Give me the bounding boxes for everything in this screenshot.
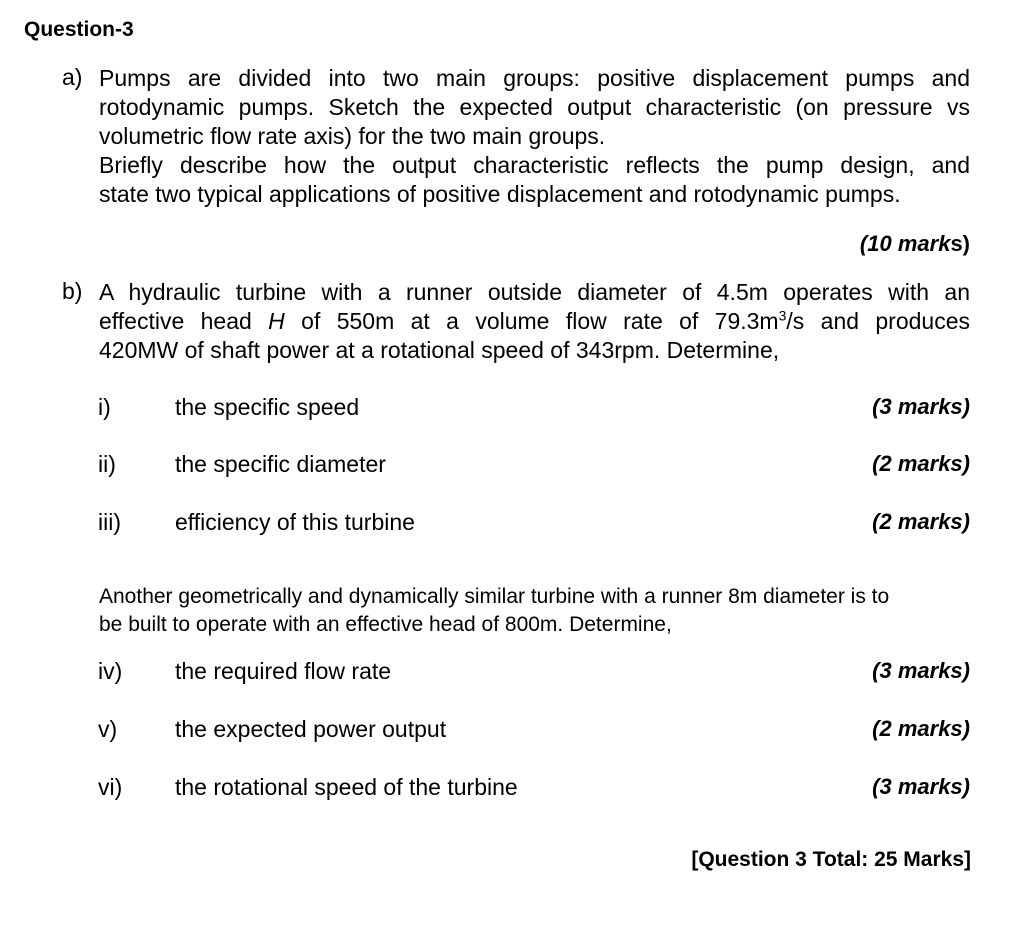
item-text: efficiency of this turbine — [175, 509, 415, 535]
item-marks: (3 marks) — [872, 774, 970, 799]
item-text: the specific diameter — [175, 451, 386, 477]
item-marks: (2 marks) — [872, 451, 970, 476]
question-total: [Question 3 Total: 25 Marks] — [691, 848, 971, 871]
superscript: 3 — [778, 307, 787, 324]
part-b-line2-mid: of 550m at a volume flow rate of 79.3m — [284, 308, 779, 334]
item-text: the rotational speed of the turbine — [175, 774, 518, 800]
part-a-text — [99, 64, 970, 209]
item-text: the specific speed — [175, 394, 360, 420]
similar-line: be built to operate with an effective head of 800m. Determine, — [99, 613, 672, 636]
part-b-line: A hydraulic turbine with a runner outside diameter of 4.5m operates with an — [99, 279, 970, 305]
part-b-line2-pre: effective head — [99, 308, 269, 334]
item-marks: (2 marks) — [872, 716, 970, 741]
item-marks: (2 marks) — [872, 509, 970, 534]
part-b-line2-post: /s and produces — [786, 308, 971, 334]
item-number: iii) — [98, 509, 121, 535]
part-a-line: Briefly describe how the output characteristic reflects the pump design, and — [99, 152, 970, 178]
part-b-line: 420MW of shaft power at a rotational speed of 343rpm. Determine, — [99, 337, 780, 363]
head-variable: H — [268, 308, 285, 334]
part-a-marks — [860, 231, 970, 257]
item-number: i) — [98, 394, 111, 420]
marks-close: s) — [950, 231, 970, 256]
part-b-label: b) — [62, 278, 83, 304]
item-marks: (3 marks) — [872, 658, 970, 683]
item-marks: (3 marks) — [872, 394, 970, 419]
marks-value: 10 mark — [867, 231, 951, 256]
item-number: iv) — [98, 658, 123, 684]
similar-turbine-text — [99, 583, 969, 639]
part-a-line: state two typical applications of positive displacement and rotodynamic pumps. — [99, 181, 901, 207]
item-text: the required flow rate — [175, 658, 392, 684]
question-title: Question-3 — [24, 18, 134, 41]
part-a-line: Pumps are divided into two main groups: positive displacement pumps and — [99, 65, 970, 91]
part-a-line: rotodynamic pumps. Sketch the expected output characteristic (on pressure vs — [99, 94, 970, 120]
item-number: vi) — [98, 774, 123, 800]
part-a-line: volumetric flow rate axis) for the two main groups. — [99, 123, 606, 149]
item-text: the expected power output — [175, 716, 447, 742]
part-b-line — [99, 307, 970, 336]
marks-open: ( — [859, 231, 868, 256]
item-number: v) — [98, 716, 118, 742]
part-b-text — [99, 278, 970, 365]
part-a-label: a) — [62, 64, 83, 90]
similar-line: Another geometrically and dynamically similar turbine with a runner 8m diameter is to — [99, 585, 890, 608]
item-number: ii) — [98, 451, 116, 477]
